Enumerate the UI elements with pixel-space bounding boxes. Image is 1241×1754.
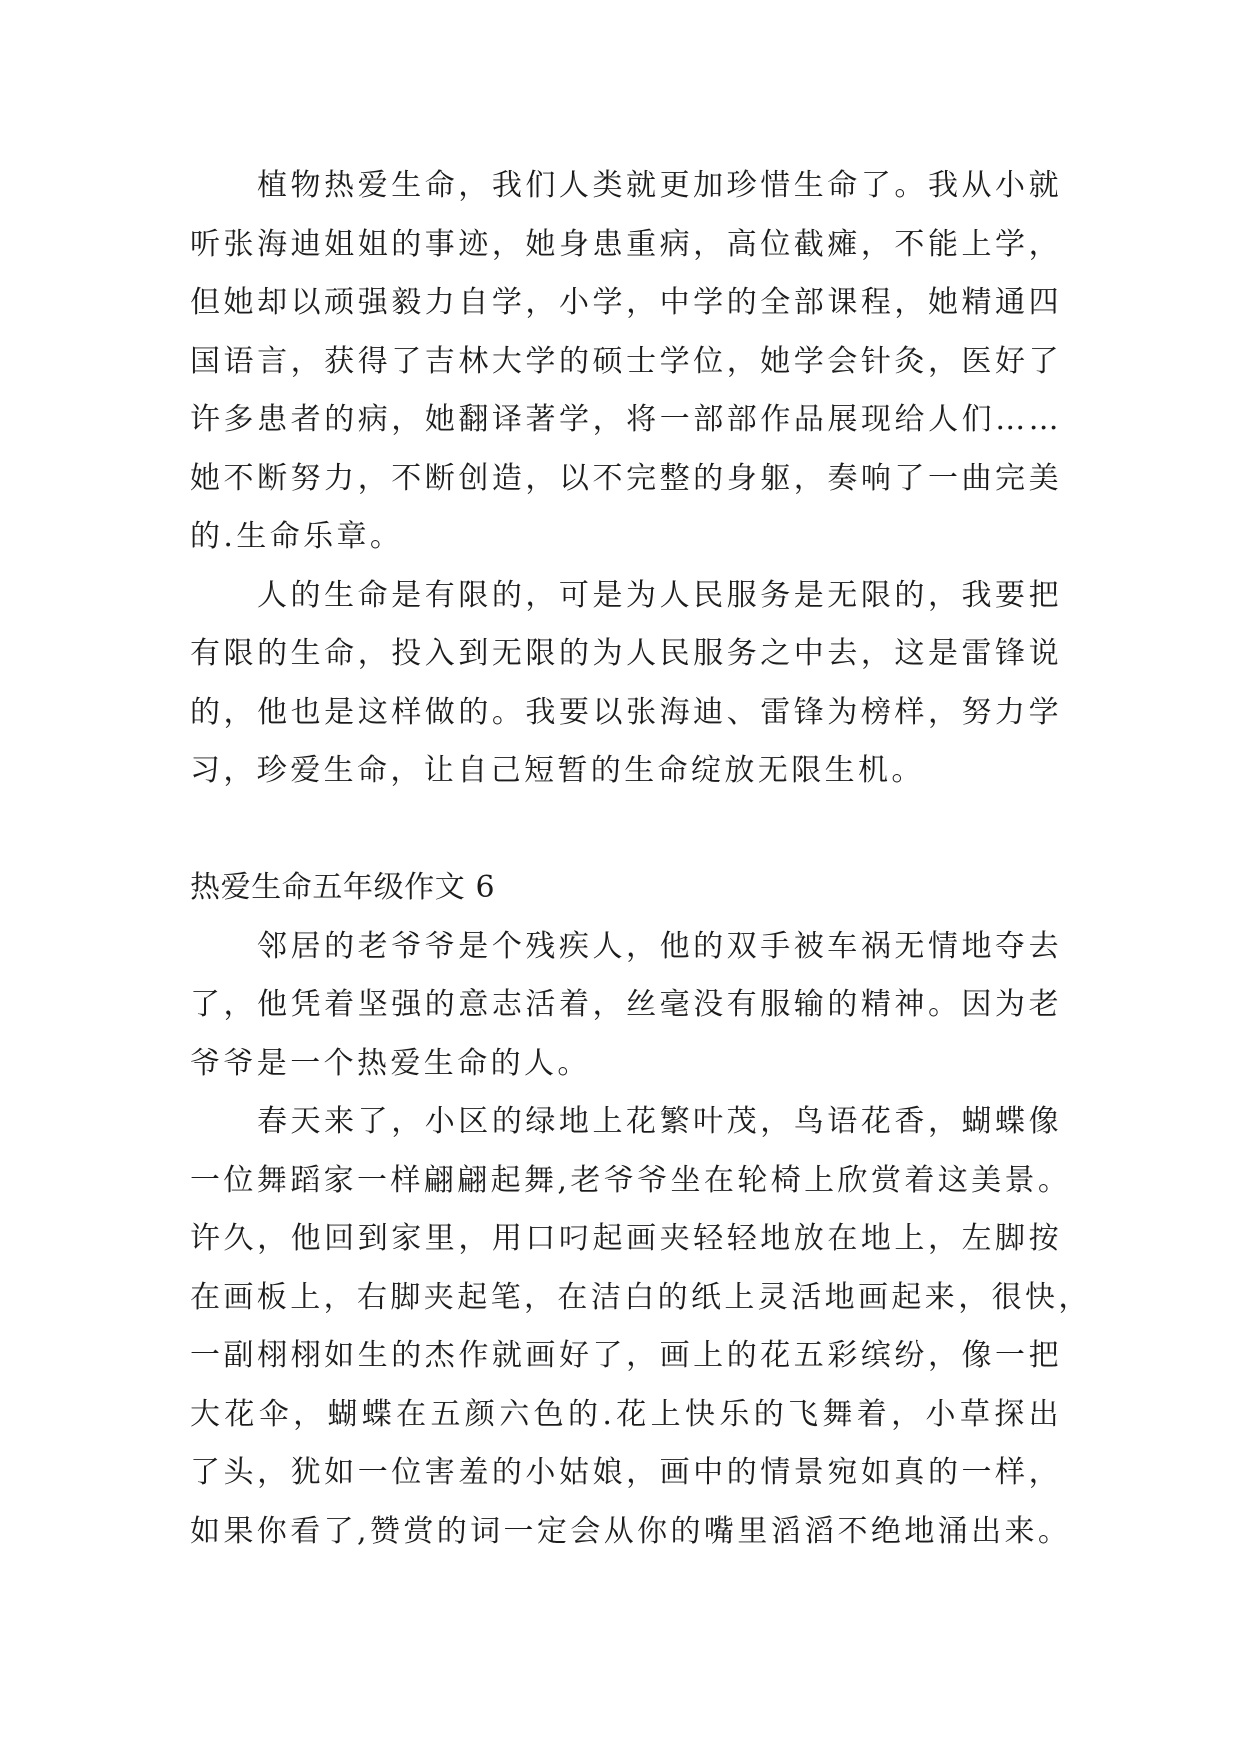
paragraph	[190, 157, 1062, 567]
paragraph	[190, 567, 1062, 801]
text-line: 听张海迪姐姐的事迹，她身患重病，高位截瘫，不能上学，	[190, 226, 1062, 262]
text-line: 邻居的老爷爷是个残疾人，他的双手被车祸无情地夺去	[257, 928, 1062, 964]
text-line: 但她却以顽强毅力自学，小学，中学的全部课程，她精通四	[190, 285, 1062, 320]
text-line: 在画板上，右脚夹起笔，在洁白的纸上灵活地画起来，很快，	[190, 1279, 1092, 1315]
text-line: 人的生命是有限的，可是为人民服务是无限的，我要把	[257, 577, 1062, 613]
text-line: 大花伞，蝴蝶在五颜六色的.花上快乐的飞舞着，小草探出	[190, 1396, 1062, 1432]
paragraph	[190, 918, 1062, 1094]
text-line: 她不断努力，不断创造，以不完整的身躯，奏响了一曲完美	[190, 460, 1062, 496]
blank-line	[190, 801, 1062, 860]
text-line: 许久，他回到家里，用口叼起画夹轻轻地放在地上，左脚按	[190, 1221, 1062, 1256]
text-line: 的，他也是这样做的。我要以张海迪、雷锋为榜样，努力学	[190, 694, 1062, 730]
text-line: 的.生命乐章。	[190, 519, 404, 554]
text-line: 习，珍爱生命，让自己短暂的生命绽放无限生机。	[190, 753, 925, 788]
text-line: 国语言，获得了吉林大学的硕士学位，她学会针灸，医好了	[190, 343, 1062, 379]
text-line: 一位舞蹈家一样翩翩起舞,老爷爷坐在轮椅上欣赏着这美景。	[190, 1162, 1072, 1198]
page-content	[190, 157, 1092, 1561]
text-line: 一副栩栩如生的杰作就画好了，画上的花五彩缤纷，像一把	[190, 1338, 1062, 1373]
text-line: 植物热爱生命，我们人类就更加珍惜生命了。我从小就	[257, 168, 1062, 203]
text-line: 如果你看了,赞赏的词一定会从你的嘴里滔滔不绝地涌出来。	[190, 1513, 1072, 1549]
text-line: 春天来了，小区的绿地上花繁叶茂，鸟语花香，蝴蝶像	[257, 1104, 1062, 1139]
essay-title: 热爱生命五年级作文 6	[190, 870, 496, 905]
text-line: 有限的生命，投入到无限的为人民服务之中去，这是雷锋说	[190, 636, 1062, 671]
text-line: 爷爷是一个热爱生命的人。	[190, 1045, 591, 1081]
text-line: 了，他凭着坚强的意志活着，丝毫没有服输的精神。因为老	[190, 987, 1062, 1022]
paragraph	[190, 1093, 1092, 1561]
text-line: 许多患者的病，她翻译著学，将一部部作品展现给人们……	[190, 402, 1062, 437]
text-line: 了头，犹如一位害羞的小姑娘，画中的情景宛如真的一样，	[190, 1455, 1062, 1490]
